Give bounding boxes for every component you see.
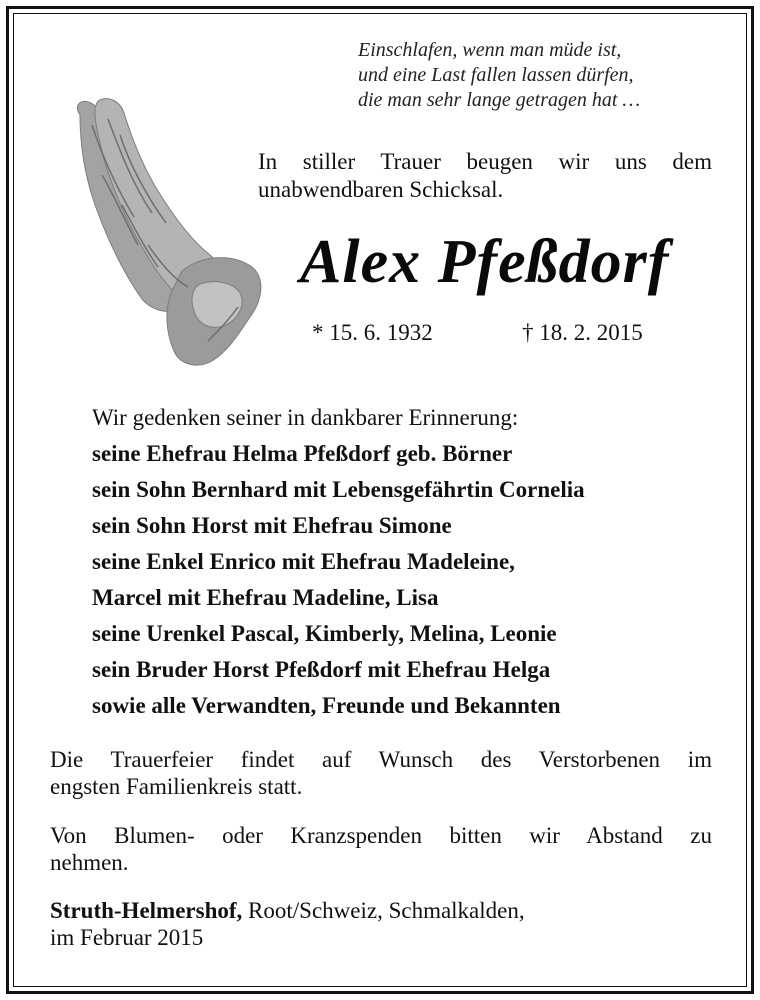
praying-hands-icon <box>62 95 267 370</box>
motto-verse <box>358 38 718 113</box>
family-line: seine Urenkel Pascal, Kimberly, Melina, Leonie <box>92 621 557 646</box>
date-line: im Februar 2015 <box>50 925 204 950</box>
motto-line: Einschlafen, wenn man müde ist, <box>358 39 622 61</box>
family-line: seine Enkel Enrico mit Ehefrau Madeleine, <box>92 549 515 574</box>
intro-text <box>258 148 712 204</box>
family-line: sein Sohn Horst mit Ehefrau Simone <box>92 513 452 538</box>
intro-line: unabwendbaren Schicksal. <box>258 177 504 202</box>
funeral-line: engsten Familienkreis statt. <box>50 774 303 799</box>
place-and-date <box>50 897 712 951</box>
family-lead: Wir gedenken seiner in dankbarer Erinnerung: <box>92 405 519 430</box>
family-line: Marcel mit Ehefrau Madeline, Lisa <box>92 585 439 610</box>
motto-line: die man sehr lange getragen hat … <box>358 89 641 111</box>
birth-date: * 15. 6. 1932 <box>312 320 433 345</box>
funeral-line: Die Trauerfeier findet auf Wunsch des Verstorbenen im <box>50 747 712 772</box>
family-line: sein Bruder Horst Pfeßdorf mit Ehefrau Helga <box>92 657 551 682</box>
flowers-line: nehmen. <box>50 850 129 875</box>
family-line: sein Sohn Bernhard mit Lebensgefährtin Cornelia <box>92 477 585 502</box>
flowers-notice <box>50 822 712 876</box>
death-date: † 18. 2. 2015 <box>522 320 643 345</box>
family-list <box>92 400 732 724</box>
place-rest: Root/Schweiz, Schmalkalden, <box>242 898 525 923</box>
deceased-name: Alex Pfeßdorf <box>300 228 670 296</box>
place-line <box>50 897 712 924</box>
family-line: seine Ehefrau Helma Pfeßdorf geb. Börner <box>92 441 513 466</box>
place-bold: Struth-Helmershof, <box>50 898 243 923</box>
family-line: sowie alle Verwandten, Freunde und Bekannten <box>92 693 561 718</box>
funeral-notice <box>50 746 712 800</box>
flowers-line: Von Blumen- oder Kranzspenden bitten wir Abstand zu <box>50 823 712 848</box>
motto-line: und eine Last fallen lassen dürfen, <box>358 64 634 86</box>
intro-line: In stiller Trauer beugen wir uns dem <box>258 149 712 174</box>
